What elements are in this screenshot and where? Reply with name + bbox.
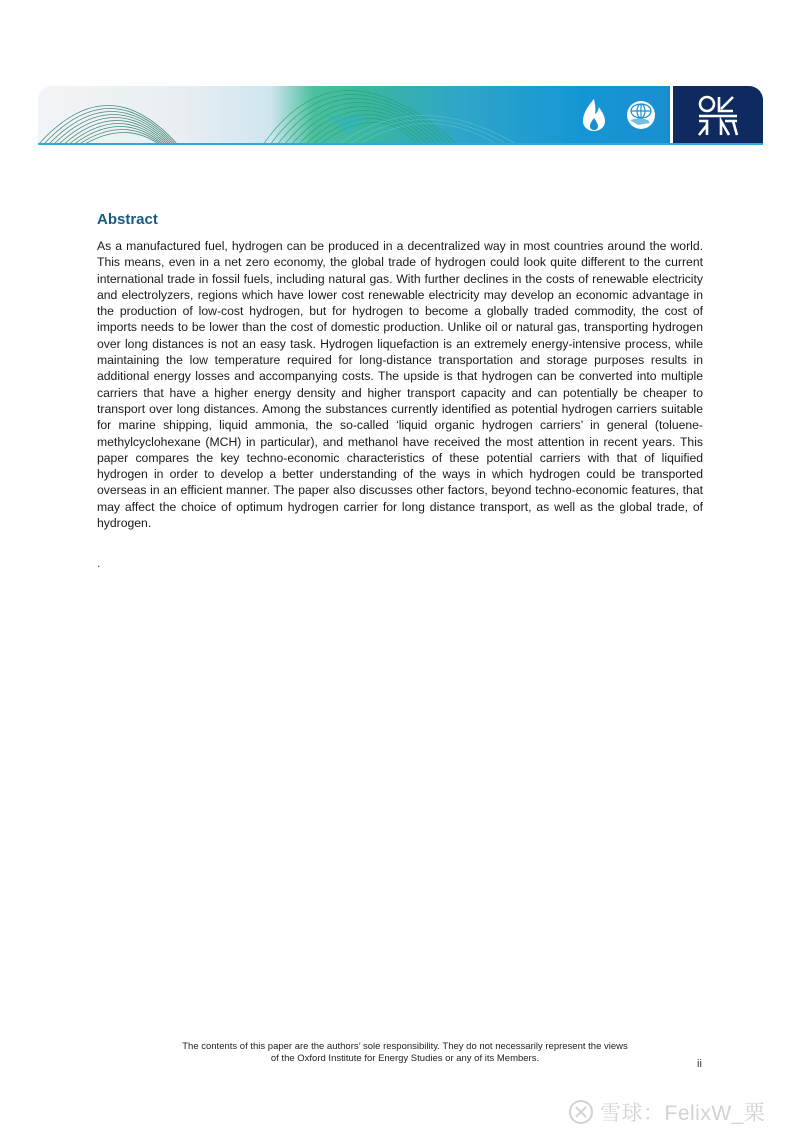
banner-underline — [38, 143, 763, 145]
page-number: ii — [697, 1058, 702, 1070]
watermark-text: 雪球：FelixW_栗 — [600, 1102, 766, 1125]
flame-icon — [581, 98, 607, 132]
disclaimer-line-2: of the Oxford Institute for Energy Studies or any of its Members. — [270, 1053, 540, 1064]
abstract-heading: Abstract — [97, 211, 158, 228]
oies-logo-icon — [695, 93, 741, 139]
disclaimer-line-1: The contents of this paper are the authors’ sole responsibility. They do not necessarily represent the views — [182, 1041, 628, 1052]
snowball-logo-icon — [568, 1099, 594, 1125]
trailing-mark: . — [97, 556, 101, 570]
globe-hand-icon — [626, 100, 656, 130]
header-banner — [38, 86, 763, 145]
abstract-body-text: As a manufactured fuel, hydrogen can be produced in a decentralized way in most countries around the world. This means, even in a net zero economy, the global trade of hydrogen could look quite different to the current international trade in fossil fuels, including natural gas. With further declines in the costs of renewable electricity and electrolyzers, regions which have lower cost renewable electricity may develop an economic advantage in the production of low-cost hydrogen, but for hydrogen to become a globally traded commodity, the cost of imports needs to be lower than the cost of domestic production. Unlike oil or natural gas, transporting hydrogen over long distances is not an easy task. Hydrogen liquefaction is an extremely energy-intensive process, while maintaining the low temperature required for long-distance transportation and storage purposes results in additional energy losses and accompanying costs. The upside is that hydrogen can be converted into multiple carriers that have a higher energy density and higher transport capacity and can potentially be cheaper to transport over long distances. Among the substances currently identified as potential hydrogen carriers suitable for marine shipping, liquid ammonia, the so-called ‘liquid organic hydrogen carriers’ in general (toluene-methylcyclohexane (MCH) in particular), and methanol have received the most attention in recent years. This paper compares the key techno-economic characteristics of these potential carriers with that of liquified hydrogen in order to develop a better understanding of the ways in which hydrogen could be transported overseas in an efficient manner. The paper also discusses other factors, beyond techno-economic features, that may affect the choice of optimum hydrogen carrier for long distance transport, as well as the global trade, of hydrogen. — [97, 239, 703, 531]
oies-logo — [670, 86, 763, 145]
watermark — [568, 1097, 765, 1127]
footer-disclaimer — [140, 1041, 670, 1065]
